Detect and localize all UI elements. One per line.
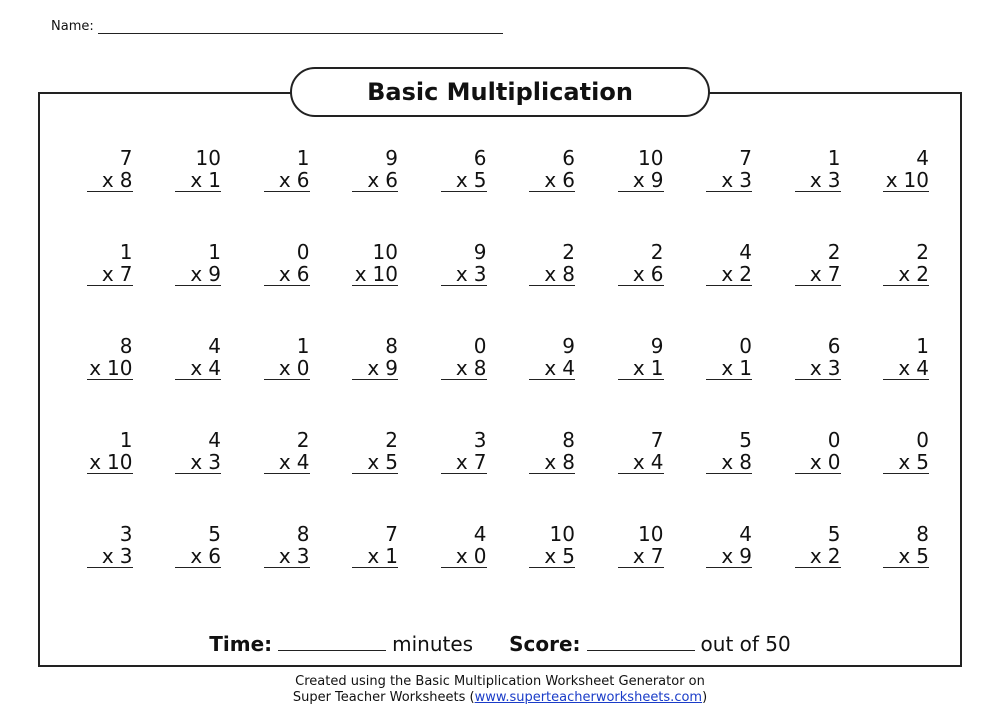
problem-top-number: 0 — [827, 428, 841, 452]
problem-bottom-number: 6 — [296, 168, 310, 192]
problem-item — [319, 335, 408, 429]
problem-bottom-row — [883, 169, 929, 192]
problem-item — [761, 429, 850, 523]
problem-bottom-row — [264, 451, 310, 474]
multiply-sign: x — [455, 168, 468, 192]
problem-bottom-number: 2 — [827, 544, 841, 568]
problem-top-number: 10 — [638, 522, 664, 546]
problem-top-number: 1 — [119, 240, 133, 264]
problem-item — [850, 241, 939, 335]
problem-top-number: 2 — [827, 240, 841, 264]
problem-bottom-row — [352, 263, 398, 286]
score-label: Score: — [509, 632, 581, 656]
problem-bottom-number: 3 — [208, 450, 221, 474]
problem-top-number: 7 — [739, 146, 752, 170]
problem-bottom-row — [529, 357, 575, 380]
problem-bottom-number: 7 — [473, 450, 487, 474]
problem-top-number: 4 — [208, 334, 221, 358]
problem-item — [496, 523, 585, 617]
problem-bottom-number: 9 — [208, 262, 221, 286]
multiply-sign: x — [721, 168, 734, 192]
problem-bottom-number: 4 — [562, 356, 575, 380]
problem-top-number: 2 — [385, 428, 398, 452]
problem-bottom-row — [87, 451, 133, 474]
problem-item — [584, 335, 673, 429]
problem-top-number: 0 — [916, 428, 929, 452]
multiply-sign: x — [278, 168, 291, 192]
problem-bottom-row — [706, 451, 752, 474]
problem-bottom-number: 4 — [650, 450, 664, 474]
problem-bottom-number: 8 — [562, 262, 575, 286]
problem-item — [142, 523, 231, 617]
problem-top-number: 2 — [650, 240, 664, 264]
problem-bottom-row — [441, 169, 487, 192]
multiply-sign: x — [190, 168, 203, 192]
problem-bottom-row — [618, 545, 664, 568]
multiply-sign: x — [809, 168, 822, 192]
problem-top-number: 0 — [296, 240, 310, 264]
multiply-sign: x — [367, 168, 380, 192]
multiply-sign: x — [190, 262, 203, 286]
multiply-sign: x — [632, 450, 645, 474]
problem-item — [850, 335, 939, 429]
problem-top-number: 1 — [916, 334, 929, 358]
problem-bottom-row — [441, 451, 487, 474]
problem-item — [319, 147, 408, 241]
problem-item — [53, 429, 142, 523]
problem-item — [407, 429, 496, 523]
multiply-sign: x — [354, 262, 367, 286]
problem-bottom-row — [441, 263, 487, 286]
problem-top-number: 10 — [549, 522, 575, 546]
problem-bottom-row — [618, 263, 664, 286]
problem-top-number: 4 — [916, 146, 929, 170]
problem-bottom-row — [87, 357, 133, 380]
problem-top-number: 8 — [296, 522, 310, 546]
problem-item — [53, 147, 142, 241]
problem-bottom-row — [706, 357, 752, 380]
multiply-sign: x — [885, 168, 898, 192]
worksheet-title: Basic Multiplication — [290, 67, 710, 117]
problem-item — [319, 241, 408, 335]
multiply-sign: x — [101, 168, 114, 192]
problem-item — [584, 523, 673, 617]
problem-bottom-row — [529, 545, 575, 568]
problem-item — [230, 335, 319, 429]
problem-bottom-row — [87, 169, 133, 192]
multiply-sign: x — [101, 544, 114, 568]
problem-bottom-row — [795, 545, 841, 568]
multiply-sign: x — [544, 544, 557, 568]
problem-bottom-row — [441, 545, 487, 568]
multiply-sign: x — [89, 450, 102, 474]
problem-bottom-number: 4 — [916, 356, 929, 380]
problem-item — [53, 335, 142, 429]
multiply-sign: x — [721, 262, 734, 286]
problem-item — [53, 523, 142, 617]
time-blank[interactable] — [278, 632, 386, 651]
credit-note — [0, 674, 1000, 706]
problem-bottom-number: 9 — [739, 544, 752, 568]
score-time-line — [0, 632, 1000, 656]
problem-item — [53, 241, 142, 335]
problem-item — [850, 523, 939, 617]
problem-item — [230, 147, 319, 241]
problem-top-number: 10 — [195, 146, 221, 170]
problem-bottom-number: 6 — [562, 168, 575, 192]
problem-item — [496, 429, 585, 523]
multiply-sign: x — [455, 356, 468, 380]
problem-bottom-number: 6 — [650, 262, 664, 286]
multiply-sign: x — [190, 544, 203, 568]
problem-item — [142, 147, 231, 241]
problem-top-number: 5 — [827, 522, 841, 546]
problem-bottom-row — [352, 357, 398, 380]
problem-bottom-number: 9 — [650, 168, 664, 192]
multiply-sign: x — [898, 262, 911, 286]
problem-top-number: 5 — [208, 522, 221, 546]
problem-bottom-row — [264, 263, 310, 286]
problem-bottom-row — [264, 545, 310, 568]
problem-bottom-number: 4 — [208, 356, 221, 380]
multiply-sign: x — [278, 356, 291, 380]
multiply-sign: x — [809, 356, 822, 380]
problem-bottom-row — [175, 545, 221, 568]
problem-bottom-number: 3 — [827, 168, 841, 192]
problem-bottom-number: 4 — [296, 450, 310, 474]
problem-bottom-row — [87, 545, 133, 568]
problem-bottom-row — [795, 451, 841, 474]
multiply-sign: x — [809, 450, 822, 474]
problem-top-number: 9 — [473, 240, 487, 264]
problem-item — [761, 147, 850, 241]
problem-top-number: 9 — [650, 334, 664, 358]
problem-item — [142, 335, 231, 429]
problem-bottom-number: 2 — [739, 262, 752, 286]
multiply-sign: x — [632, 356, 645, 380]
problem-bottom-row — [883, 357, 929, 380]
problem-bottom-number: 6 — [208, 544, 221, 568]
problem-item — [673, 147, 762, 241]
problem-bottom-number: 3 — [827, 356, 841, 380]
multiply-sign: x — [544, 450, 557, 474]
problem-top-number: 4 — [473, 522, 487, 546]
problem-bottom-number: 5 — [473, 168, 487, 192]
multiply-sign: x — [278, 450, 291, 474]
problem-bottom-row — [175, 169, 221, 192]
problem-bottom-number: 1 — [385, 544, 398, 568]
problem-top-number: 7 — [650, 428, 664, 452]
problem-top-number: 2 — [916, 240, 929, 264]
problem-bottom-number: 3 — [296, 544, 310, 568]
problem-item — [230, 523, 319, 617]
problem-bottom-number: 6 — [385, 168, 398, 192]
credit-prefix: Super Teacher Worksheets ( — [292, 690, 475, 705]
problem-bottom-row — [441, 357, 487, 380]
problem-top-number: 10 — [638, 146, 664, 170]
out-of-label: out of 50 — [700, 632, 791, 656]
problem-top-number: 3 — [473, 428, 487, 452]
multiply-sign: x — [367, 450, 380, 474]
problem-top-number: 2 — [296, 428, 310, 452]
problem-bottom-number: 10 — [903, 168, 929, 192]
problem-top-number: 7 — [385, 522, 398, 546]
problem-bottom-row — [264, 357, 310, 380]
problem-top-number: 1 — [119, 428, 133, 452]
multiply-sign: x — [632, 168, 645, 192]
multiply-sign: x — [455, 544, 468, 568]
problem-bottom-number: 10 — [372, 262, 398, 286]
multiply-sign: x — [544, 262, 557, 286]
problem-bottom-row — [175, 451, 221, 474]
problem-top-number: 6 — [562, 146, 575, 170]
score-blank[interactable] — [587, 632, 695, 651]
problem-bottom-row — [352, 169, 398, 192]
problem-bottom-row — [618, 169, 664, 192]
problem-top-number: 8 — [385, 334, 398, 358]
multiply-sign: x — [898, 450, 911, 474]
problem-top-number: 10 — [372, 240, 398, 264]
problem-item — [673, 429, 762, 523]
time-label: Time: — [209, 632, 273, 656]
problem-bottom-row — [883, 451, 929, 474]
problem-bottom-number: 0 — [827, 450, 841, 474]
problem-bottom-number: 10 — [107, 356, 133, 380]
multiply-sign: x — [898, 544, 911, 568]
problem-bottom-row — [706, 169, 752, 192]
problem-bottom-number: 1 — [208, 168, 221, 192]
multiply-sign: x — [278, 262, 291, 286]
multiply-sign: x — [367, 356, 380, 380]
problem-item — [319, 429, 408, 523]
problem-bottom-row — [706, 545, 752, 568]
problem-top-number: 8 — [119, 334, 133, 358]
problem-bottom-row — [87, 263, 133, 286]
multiply-sign: x — [632, 544, 645, 568]
problem-bottom-row — [175, 263, 221, 286]
problem-bottom-number: 5 — [916, 544, 929, 568]
credit-line-1: Created using the Basic Multiplication Worksheet Generator on — [295, 674, 705, 689]
credit-link[interactable]: www.superteacherworksheets.com — [474, 690, 703, 705]
problem-bottom-number: 1 — [739, 356, 752, 380]
multiply-sign: x — [101, 262, 114, 286]
problem-bottom-row — [529, 263, 575, 286]
problem-top-number: 4 — [208, 428, 221, 452]
problem-bottom-number: 8 — [739, 450, 752, 474]
multiply-sign: x — [278, 544, 291, 568]
problem-item — [407, 335, 496, 429]
problem-bottom-number: 6 — [296, 262, 310, 286]
problem-top-number: 5 — [739, 428, 752, 452]
problem-bottom-row — [175, 357, 221, 380]
problem-bottom-number: 9 — [385, 356, 398, 380]
multiply-sign: x — [190, 356, 203, 380]
problem-bottom-row — [529, 451, 575, 474]
problem-bottom-number: 3 — [739, 168, 752, 192]
multiply-sign: x — [455, 262, 468, 286]
problem-bottom-number: 2 — [916, 262, 929, 286]
problem-item — [496, 335, 585, 429]
problem-top-number: 4 — [739, 522, 752, 546]
problem-item — [761, 523, 850, 617]
problem-bottom-number: 0 — [296, 356, 310, 380]
problem-bottom-row — [795, 263, 841, 286]
credit-line-2 — [0, 690, 1000, 706]
problem-item — [673, 241, 762, 335]
multiply-sign: x — [809, 544, 822, 568]
problem-bottom-row — [529, 169, 575, 192]
credit-suffix: ) — [702, 690, 708, 705]
problem-item — [319, 523, 408, 617]
problem-bottom-number: 5 — [916, 450, 929, 474]
problem-top-number: 6 — [827, 334, 841, 358]
problem-item — [407, 241, 496, 335]
problem-item — [496, 147, 585, 241]
problem-top-number: 3 — [119, 522, 133, 546]
problem-bottom-number: 5 — [562, 544, 575, 568]
problem-top-number: 7 — [119, 146, 133, 170]
multiply-sign: x — [721, 450, 734, 474]
problem-bottom-row — [618, 451, 664, 474]
multiply-sign: x — [544, 356, 557, 380]
problem-bottom-row — [883, 263, 929, 286]
problem-bottom-number: 8 — [562, 450, 575, 474]
multiply-sign: x — [367, 544, 380, 568]
problem-top-number: 1 — [827, 146, 841, 170]
problem-bottom-number: 8 — [473, 356, 487, 380]
problem-bottom-row — [264, 169, 310, 192]
problem-item — [850, 429, 939, 523]
multiply-sign: x — [455, 450, 468, 474]
problem-item — [230, 429, 319, 523]
problem-item — [407, 147, 496, 241]
problem-bottom-number: 8 — [119, 168, 133, 192]
multiply-sign: x — [809, 262, 822, 286]
multiply-sign: x — [721, 356, 734, 380]
name-row — [51, 19, 503, 34]
multiply-sign: x — [898, 356, 911, 380]
problem-bottom-number: 5 — [385, 450, 398, 474]
problem-bottom-number: 10 — [107, 450, 133, 474]
problem-top-number: 2 — [562, 240, 575, 264]
multiply-sign: x — [89, 356, 102, 380]
problem-bottom-number: 1 — [650, 356, 664, 380]
multiply-sign: x — [632, 262, 645, 286]
problem-item — [142, 429, 231, 523]
problem-item — [407, 523, 496, 617]
problem-top-number: 0 — [473, 334, 487, 358]
problem-item — [761, 241, 850, 335]
problem-item — [850, 147, 939, 241]
problem-bottom-number: 3 — [473, 262, 487, 286]
multiply-sign: x — [190, 450, 203, 474]
problem-bottom-row — [795, 169, 841, 192]
problem-item — [761, 335, 850, 429]
problem-item — [673, 335, 762, 429]
problem-bottom-row — [352, 451, 398, 474]
problem-top-number: 9 — [562, 334, 575, 358]
problem-item — [673, 523, 762, 617]
problem-bottom-number: 0 — [473, 544, 487, 568]
problem-top-number: 9 — [385, 146, 398, 170]
problem-top-number: 6 — [473, 146, 487, 170]
problem-bottom-row — [883, 545, 929, 568]
problem-top-number: 1 — [296, 146, 310, 170]
name-blank-line[interactable] — [98, 19, 503, 34]
problem-item — [230, 241, 319, 335]
problem-item — [584, 241, 673, 335]
multiply-sign: x — [721, 544, 734, 568]
problem-top-number: 0 — [739, 334, 752, 358]
problem-grid — [53, 147, 933, 617]
minutes-label: minutes — [392, 632, 474, 656]
problem-item — [584, 429, 673, 523]
problem-top-number: 8 — [562, 428, 575, 452]
problem-bottom-number: 7 — [827, 262, 841, 286]
problem-top-number: 1 — [296, 334, 310, 358]
problem-bottom-row — [706, 263, 752, 286]
problem-bottom-row — [618, 357, 664, 380]
problem-bottom-number: 7 — [119, 262, 133, 286]
problem-bottom-number: 3 — [119, 544, 133, 568]
problem-bottom-number: 7 — [650, 544, 664, 568]
multiply-sign: x — [544, 168, 557, 192]
problem-top-number: 8 — [916, 522, 929, 546]
problem-top-number: 4 — [739, 240, 752, 264]
problem-item — [142, 241, 231, 335]
problem-bottom-row — [352, 545, 398, 568]
problem-item — [584, 147, 673, 241]
problem-top-number: 1 — [208, 240, 221, 264]
problem-bottom-row — [795, 357, 841, 380]
name-label: Name: — [51, 19, 94, 34]
problem-item — [496, 241, 585, 335]
